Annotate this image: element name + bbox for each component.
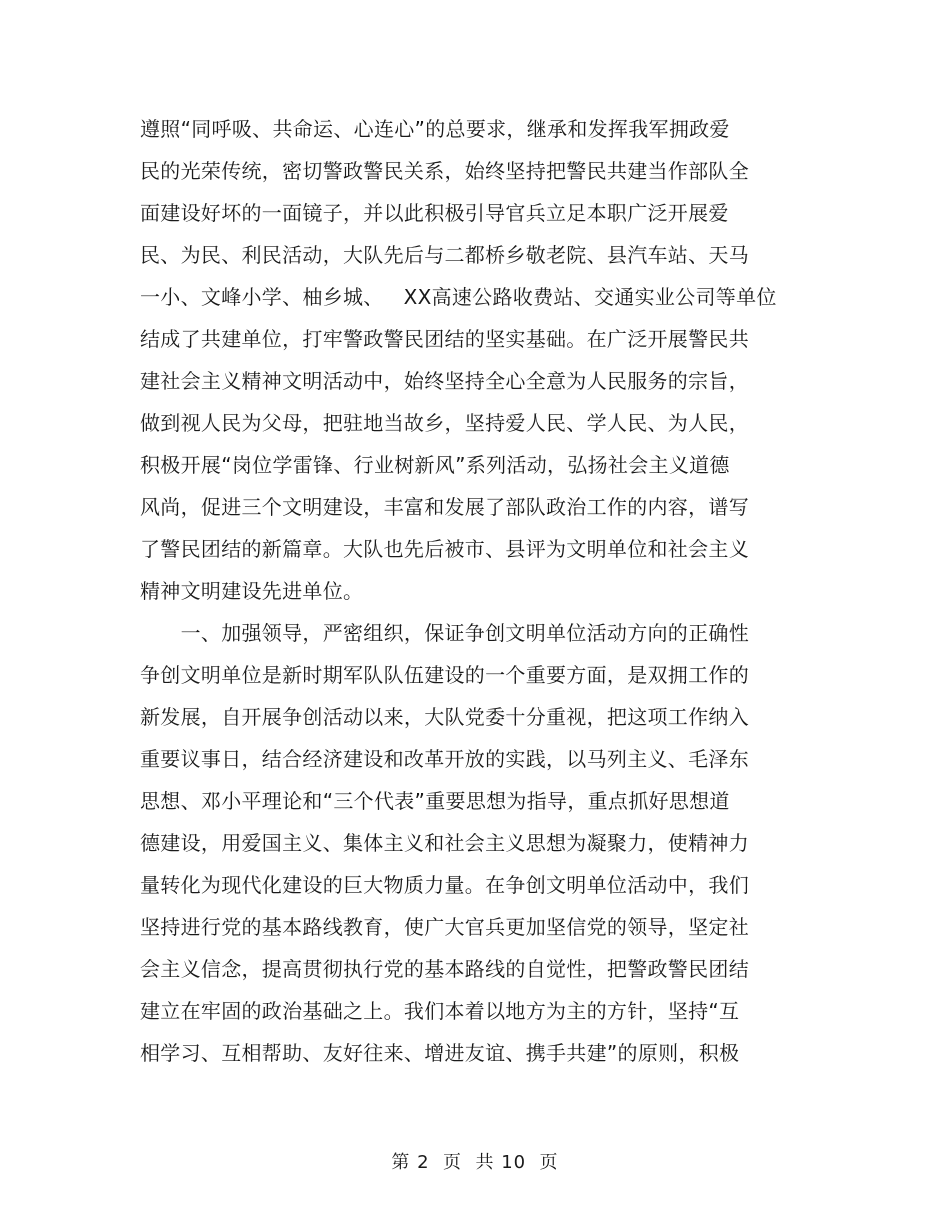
body-text <box>140 108 800 1074</box>
text-line: 面建设好坏的一面镜子，并以此积极引导官兵立足本职广泛开展爱 <box>140 201 729 225</box>
text-line: 新发展，自开展争创活动以来，大队党委十分重视，把这项工作纳入 <box>140 705 749 729</box>
text-line: 做到视人民为父母，把驻地当故乡，坚持爱人民、学人民、为人民， <box>140 411 749 435</box>
text-line: 风尚，促进三个文明建设，丰富和发展了部队政治工作的内容，谱写 <box>140 495 749 519</box>
text-line: 量转化为现代化建设的巨大物质力量。在争创文明单位活动中，我们 <box>140 873 749 897</box>
page-number-footer: 第 2 页 共 10 页 <box>391 1152 559 1173</box>
text-line: 德建设，用爱国主义、集体主义和社会主义思想为凝聚力，使精神力 <box>140 831 749 855</box>
text-line: 坚持进行党的基本路线教育，使广大官兵更加坚信党的领导，坚定社 <box>140 915 749 939</box>
text-line: 争创文明单位是新时期军队队伍建设的一个重要方面，是双拥工作的 <box>140 663 749 687</box>
text-line: 建立在牢固的政治基础之上。我们本着以地方为主的方针，坚持“互 <box>140 999 740 1023</box>
section-heading: 一、加强领导，严密组织，保证争创文明单位活动方向的正确性 <box>140 621 749 645</box>
text-line: 遵照“同呼吸、共命运、心连心”的总要求，继承和发挥我军拥政爱 <box>140 117 730 141</box>
text-line: 精神文明建设先进单位。 <box>140 579 364 603</box>
text-line: 积极开展“岗位学雷锋、行业树新风”系列活动，弘扬社会主义道德 <box>140 453 730 477</box>
text-line: 会主义信念，提高贯彻执行党的基本路线的自觉性，把警政警民团结 <box>140 957 749 981</box>
text-line: 重要议事日，结合经济建设和改革开放的实践，以马列主义、毛泽东 <box>140 747 749 771</box>
text-line: 相学习、互相帮助、友好往来、增进友谊、携手共建”的原则，积极 <box>140 1041 740 1065</box>
text-line: 民、为民、利民活动，大队先后与二都桥乡敬老院、县汽车站、天马 <box>140 243 749 267</box>
text-line: 思想、邓小平理论和“三个代表”重要思想为指导，重点抓好思想道 <box>140 789 730 813</box>
text-line: 一小、文峰小学、柚乡城、 XX高速公路收费站、交通实业公司等单位 <box>140 285 777 309</box>
text-line: 民的光荣传统，密切警政警民关系，始终坚持把警民共建当作部队全 <box>140 159 749 183</box>
text-line: 建社会主义精神文明活动中，始终坚持全心全意为人民服务的宗旨， <box>140 369 749 393</box>
text-line: 结成了共建单位，打牢警政警民团结的坚实基础。在广泛开展警民共 <box>140 327 749 351</box>
text-line: 了警民团结的新篇章。大队也先后被市、县评为文明单位和社会主义 <box>140 537 749 561</box>
